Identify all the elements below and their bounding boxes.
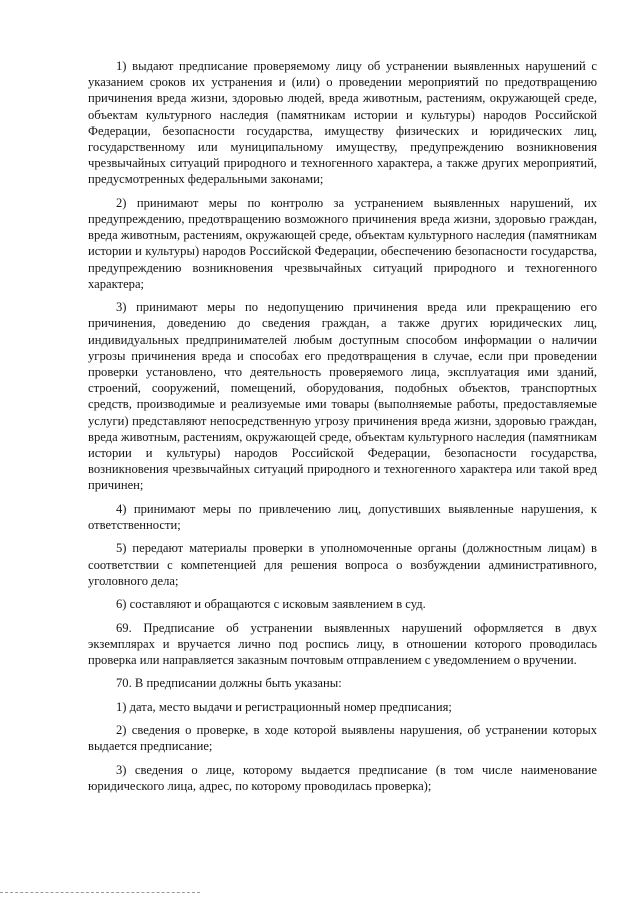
- scan-edge-divider: [0, 892, 200, 893]
- paragraph-item-3: 3) принимают меры по недопущению причинения вреда или прекращению его причинения, доведению до сведения граждан, а также других юридических лиц, индивидуальных предпринимателей любым доступным способом информации о наличии угрозы причинения вреда и способах его предотвращения в случае, если при проведении проверки установлено, что деятельность проверяемого лица, эксплуатация ими зданий, строений, сооружений, помещений, оборудования, подобных объектов, транспортных средств, производимые и реализуемые ими товары (выполняемые работы, предоставляемые услуги) представляют непосредственную угрозу причинения вреда жизни, здоровью граждан, вреда животным, растениям, окружающей среде, объектам культурного наследия (памятникам истории и культуры) народов Российской Федерации, безопасности государства, возникновения чрезвычайных ситуаций природного и техногенного характера или такой вред причинен;: [88, 300, 597, 493]
- paragraph-item-6: 6) составляют и обращаются с исковым заявлением в суд.: [116, 597, 426, 612]
- paragraph-subitem-2: 2) сведения о проверке, в ходе которой выявлены нарушения, об устранении которых выдается предписание;: [88, 723, 597, 754]
- paragraph-item-1: 1) выдают предписание проверяемому лицу об устранении выявленных нарушений с указанием сроков их устранения и (или) о проведении мероприятий по предотвращению причинения вреда жизни, здоровью людей, вреда животным, растениям, окружающей среде, объектам культурного наследия (памятникам истории и культуры) народов Российской Федерации, безопасности государства, имуществу физических и юридических лиц, государственному или муниципальному имуществу, предупреждению возникновения чрезвычайных ситуаций природного и техногенного характера, а также других мероприятий, предусмотренных федеральными законами;: [88, 59, 597, 187]
- paragraph-clause-69: 69. Предписание об устранении выявленных нарушений оформляется в двух экземплярах и вручается лично под роспись лицу, в отношении которого проводилась проверка или направляется заказным почтовым отправлением с уведомлением о вручении.: [88, 620, 597, 668]
- document-page: [88, 58, 597, 801]
- paragraph-clause-70: 70. В предписании должны быть указаны:: [116, 676, 342, 691]
- paragraph-subitem-1: 1) дата, место выдачи и регистрационный номер предписания;: [116, 699, 452, 714]
- paragraph-subitem-3: 3) сведения о лице, которому выдается предписание (в том числе наименование юридического лица, адрес, по которому проводилась проверка);: [88, 762, 597, 793]
- paragraph-item-5: 5) передают материалы проверки в уполномоченные органы (должностным лицам) в соответствии с компетенцией для решения вопроса о возбуждении административного, уголовного дела;: [88, 541, 597, 588]
- paragraph-item-4: 4) принимают меры по привлечению лиц, допустивших выявленные нарушения, к ответственности;: [88, 501, 597, 533]
- paragraph-item-2: 2) принимают меры по контролю за устранением выявленных нарушений, их предупреждению, предотвращению возможного причинения вреда жизни, здоровью граждан, вреда животным, растениям, окружающей среде, объектам культурного наследия (памятникам истории и культуры) народов Российской Федерации, обеспечению безопасности государства, предупреждению возникновения чрезвычайных ситуаций природного и техногенного характера;: [88, 195, 597, 291]
